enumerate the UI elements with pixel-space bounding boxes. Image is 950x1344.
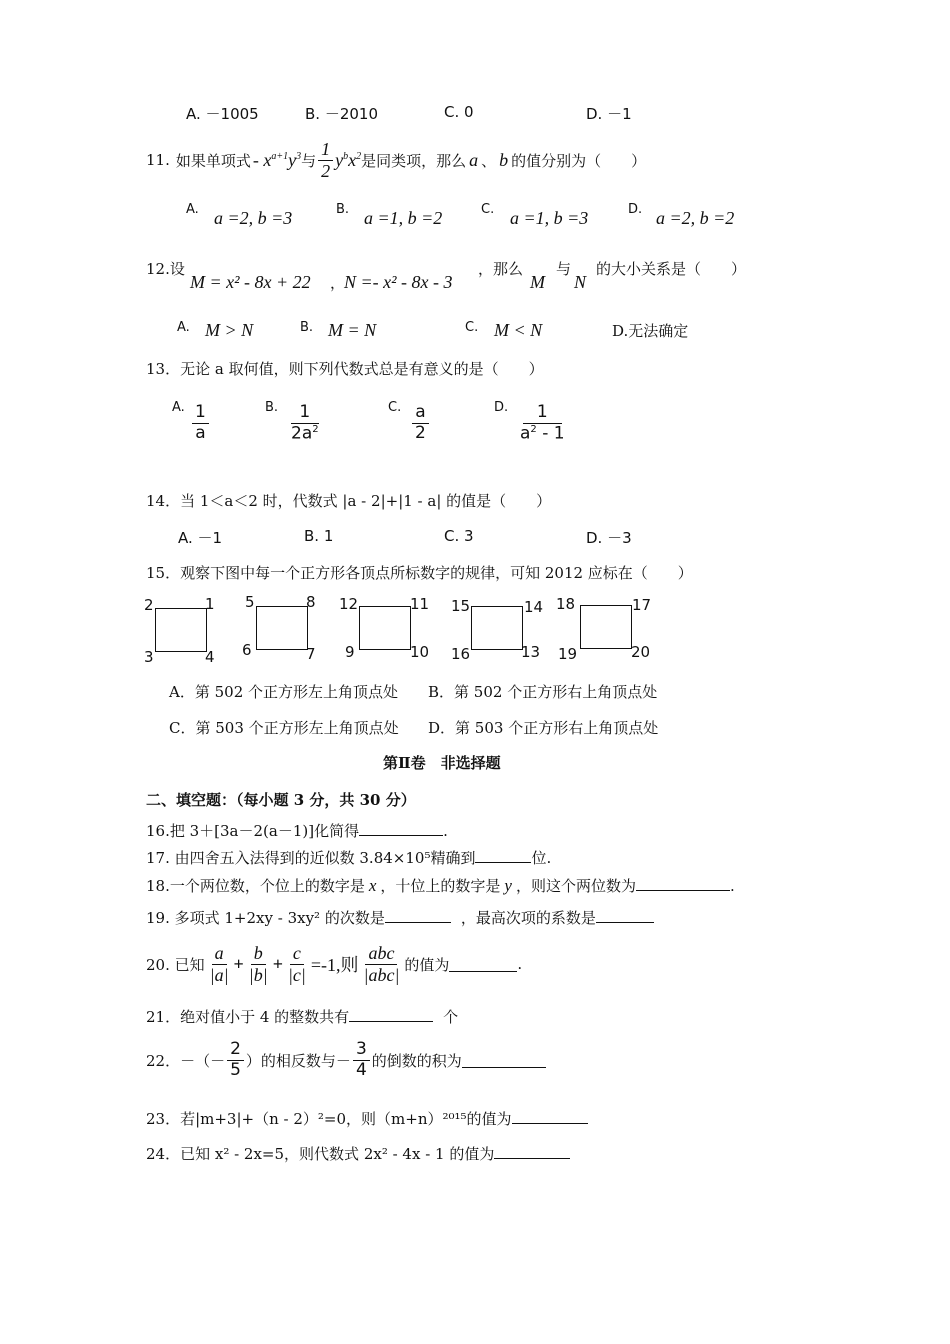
question-20: 20. 已知 $\frac{a}{|a|}$ + $\frac{b}{|b|}$ + $\frac{c}{|c|}$ =-1,则 $\frac{\text{abc}}{\text{|abc|}}$ 的值为 .: [146, 942, 523, 985]
q12-option-a: M > N: [205, 320, 254, 340]
q11-c-label: C.: [481, 202, 495, 217]
q19-blank-coefficient[interactable]: [596, 908, 654, 923]
q12-n-expression: N =- x² - 8x - 3: [344, 272, 453, 292]
q12-m-expression: M = x² - 8x + 22: [190, 272, 311, 292]
q16-text: 16.把 3＋[3a－2(a－1)]化简得: [146, 822, 360, 840]
question-18: [146, 875, 735, 896]
q11-var-b: b: [499, 149, 509, 170]
q20-answer-blank[interactable]: [449, 957, 517, 972]
q22-frac-three-quarters: $\frac{3}{4}$: [353, 1040, 370, 1080]
q11-option-d: a =2, b =2: [656, 208, 735, 228]
q15-option-c: C．第 503 个正方形左上角顶点处: [169, 719, 399, 737]
q18-text-1: 18.一个两位数，个位上的数字是: [146, 877, 365, 895]
q11-option-b: a =1, b =2: [364, 208, 443, 228]
q11-text-1: 如果单项式: [175, 151, 251, 170]
question-22: [146, 1036, 546, 1084]
q15-square-5-bl: 19: [558, 645, 578, 663]
question-17: [146, 847, 551, 868]
q11-monomial-1: - $x^{a+1}y^3$: [252, 149, 302, 170]
q14-option-b: B. 1: [304, 527, 334, 545]
q12-option-b: M = N: [328, 320, 377, 340]
q20-frac-abc: $\frac{\text{abc}}{\text{|abc|}}$: [363, 942, 400, 985]
q15-square-4: [471, 606, 523, 650]
fill-in-heading: 二、填空题：（每小题 3 分，共 30 分）: [146, 791, 416, 809]
q12-option-c: M < N: [494, 320, 543, 340]
q15-square-5-tl: 18: [556, 595, 576, 613]
q20-frac-a: $\frac{a}{|a|}$: [209, 942, 229, 985]
q11-option-a: a =2, b =3: [214, 208, 293, 228]
q22-answer-blank[interactable]: [462, 1053, 546, 1068]
q15-option-d: D．第 503 个正方形右上角顶点处: [428, 719, 659, 737]
question-24: [146, 1143, 570, 1164]
question-16: [146, 820, 448, 841]
q15-square-2-br: 7: [306, 645, 316, 663]
q15-square-1-tl: 2: [144, 596, 154, 614]
q11-option-c: a =1, b =3: [510, 208, 589, 228]
q13-option-c: $\frac{a}{2}$: [410, 403, 431, 443]
q20-text-2: =-1,则: [310, 955, 359, 975]
q21-text-2: 个: [443, 1008, 459, 1026]
q15-square-2-bl: 6: [242, 641, 252, 659]
q12-var-m: M: [530, 272, 545, 292]
q20-text-1: 20. 已知: [146, 955, 205, 974]
q11-text-2: 与: [301, 151, 317, 170]
q12-text-2: 与: [556, 260, 572, 278]
question-15-text: 15．观察下图中每一个正方形各顶点所标数字的规律，可知 2012 应标在（ ）: [146, 564, 693, 582]
q15-square-1-br: 4: [205, 648, 215, 666]
question-13-text: 13．无论 a 取何值，则下列代数式总是有意义的是（ ）: [146, 360, 544, 378]
q16-end: .: [443, 822, 448, 840]
q11-text-4: 、: [481, 151, 497, 170]
q16-answer-blank[interactable]: [359, 821, 443, 836]
q18-var-y: y: [504, 876, 512, 895]
question-14-text: 14．当 1＜a＜2 时，代数式 |a - 2|+|1 - a| 的值是（ ）: [146, 492, 552, 510]
q12-option-d: D.无法确定: [612, 322, 689, 340]
q14-option-a: A. －1: [178, 529, 223, 547]
q24-text: 24．已知 x² - 2x=5，则代数式 2x² - 4x - 1 的值为: [146, 1145, 495, 1163]
q12-text-1: ，那么: [478, 260, 524, 278]
q15-square-5: [580, 605, 632, 649]
q15-square-4-bl: 16: [451, 645, 471, 663]
q11-monomial-2: $y^bx^2$: [335, 149, 362, 170]
q23-answer-blank[interactable]: [512, 1109, 588, 1124]
q15-square-2-tr: 8: [306, 593, 316, 611]
q15-square-4-tr: 14: [524, 598, 544, 616]
question-19: [146, 907, 654, 928]
q11-text-5: 的值分别为（ ）: [511, 151, 647, 170]
q15-square-3-bl: 9: [345, 643, 355, 661]
q10-option-b: B. －2010: [305, 105, 379, 123]
q14-option-d: D. －3: [586, 529, 632, 547]
q11-number: 11.: [146, 151, 170, 169]
q20-frac-b: $\frac{b}{|b|}$: [248, 942, 268, 985]
q22-text-1: 22．－（－: [146, 1051, 226, 1070]
q12-c-label: C.: [465, 320, 479, 335]
q19-blank-degree[interactable]: [385, 908, 451, 923]
q15-square-3-br: 10: [410, 643, 430, 661]
q15-option-b: B．第 502 个正方形右上角顶点处: [428, 683, 658, 701]
q15-square-1-tr: 1: [205, 595, 215, 613]
q15-option-a: A．第 502 个正方形左上角顶点处: [169, 683, 399, 701]
q21-answer-blank[interactable]: [349, 1007, 433, 1022]
q17-answer-blank[interactable]: [475, 848, 531, 863]
q11-var-a: a: [469, 149, 479, 170]
q12-comma: ，: [330, 274, 346, 292]
q18-answer-blank[interactable]: [636, 876, 730, 891]
q13-c-label: C.: [388, 400, 402, 415]
q18-end: .: [729, 877, 735, 895]
q12-var-n: N: [574, 272, 587, 292]
q11-b-label: B.: [336, 202, 350, 217]
q15-square-5-br: 20: [631, 643, 651, 661]
question-11: [146, 136, 646, 184]
q22-frac-two-fifths: $\frac{2}{5}$: [227, 1040, 244, 1080]
q20-frac-c: $\frac{c}{|c|}$: [287, 942, 306, 985]
section-2-title: 第Ⅱ卷 非选择题: [383, 754, 501, 772]
q18-text-3: ，则这个两位数为: [515, 877, 636, 895]
question-23: [146, 1108, 588, 1129]
q11-half-fraction: $\frac{1}{2}$: [318, 139, 333, 181]
q11-d-label: D.: [628, 202, 643, 217]
q13-b-label: B.: [265, 400, 279, 415]
q15-square-4-tl: 15: [451, 597, 471, 615]
q20-end: .: [517, 955, 523, 973]
q12-b-label: B.: [300, 320, 314, 335]
q17-end: 位.: [531, 849, 552, 867]
q11-a-label: A.: [186, 202, 199, 217]
question-21: [146, 1006, 458, 1027]
q15-square-3-tl: 12: [339, 595, 359, 613]
q22-text-3: 的倒数的积为: [371, 1051, 462, 1070]
q15-square-5-tr: 17: [632, 596, 652, 614]
q15-square-2: [256, 606, 308, 650]
q15-square-1-bl: 3: [144, 648, 154, 666]
q13-option-d: $\frac{1}{a^2 - 1}$: [520, 402, 565, 444]
q20-text-3: 的值为: [404, 955, 450, 974]
q13-option-b: $\frac{1}{2a^2}$: [291, 402, 319, 444]
q13-d-label: D.: [494, 400, 509, 415]
q13-a-label: A.: [172, 400, 185, 415]
q14-option-c: C. 3: [444, 527, 474, 545]
q11-text-3: 是同类项，那么: [361, 151, 467, 170]
q15-square-1: [155, 608, 207, 652]
q13-option-a: $\frac{1}{a}$: [190, 403, 211, 443]
q18-var-x: x: [368, 876, 377, 895]
q23-text: 23．若|m+3|+（n - 2）²=0，则（m+n）²⁰¹⁵的值为: [146, 1110, 512, 1128]
q22-text-2: ）的相反数与－: [245, 1051, 351, 1070]
q15-square-3-tr: 11: [410, 595, 430, 613]
q15-square-4-br: 13: [521, 643, 541, 661]
q12-text-3: 的大小关系是（ ）: [596, 260, 747, 278]
q19-text-2: ，最高次项的系数是: [460, 909, 596, 927]
q21-text-1: 21．绝对值小于 4 的整数共有: [146, 1008, 350, 1026]
q15-square-2-tl: 5: [245, 593, 255, 611]
q19-text-1: 19. 多项式 1+2xy - 3xy² 的次数是: [146, 909, 385, 927]
q15-square-3: [359, 606, 411, 650]
q24-answer-blank[interactable]: [494, 1144, 570, 1159]
q18-text-2: ，十位上的数字是: [380, 877, 501, 895]
q10-option-d: D. －1: [586, 105, 632, 123]
q12-number: 12.设: [146, 260, 185, 278]
q10-option-a: A. －1005: [186, 105, 259, 123]
q17-text: 17. 由四舍五入法得到的近似数 3.84×10⁵精确到: [146, 849, 476, 867]
q12-a-label: A.: [177, 320, 190, 335]
q10-option-c: C. 0: [444, 103, 474, 121]
